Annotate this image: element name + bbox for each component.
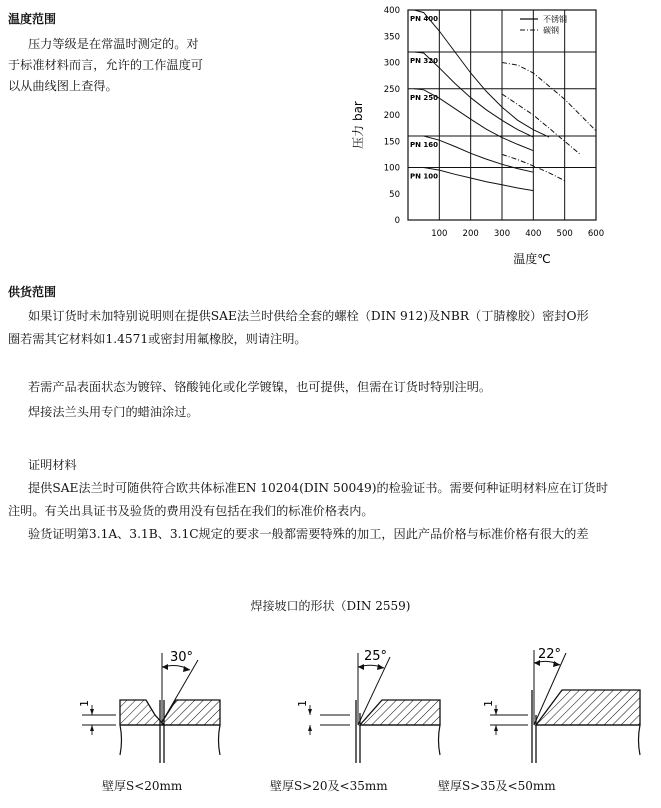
x-tick-label: 500 — [556, 229, 573, 239]
cert-line-1: 提供SAE法兰时可随供符合欧共体标准EN 10204(DIN 50049)的检验证书。需要何种证明材料应在订货时 — [28, 481, 609, 495]
weld-gap-label: 1 — [296, 700, 309, 707]
y-tick-label: 400 — [383, 6, 400, 16]
weld-caption-3: 壁厚S>35及<50mm — [438, 779, 556, 793]
pn-label: PN 320 — [410, 57, 439, 65]
x-tick-label: 300 — [493, 229, 511, 239]
weld-right-plate — [536, 690, 640, 725]
x-tick-label: 600 — [587, 229, 605, 239]
weld-title: 焊接坡口的形状（DIN 2559) — [250, 599, 411, 613]
x-tick-label: 100 — [431, 229, 448, 239]
curve-pn250-carbon — [502, 94, 580, 154]
pn-label: PN 250 — [410, 93, 439, 102]
weld-diagram-1 — [80, 645, 230, 765]
x-tick-label: 400 — [525, 229, 542, 239]
x-tick-label: 200 — [462, 229, 479, 239]
weld-left-plate — [120, 700, 164, 725]
pn-label: PN 160 — [410, 141, 439, 149]
chart-curves — [414, 10, 596, 191]
pn-label: PN 100 — [410, 172, 439, 181]
supply-line-2: 圈若需其它材料如1.4571或密封用氟橡胶，则请注明。 — [8, 332, 307, 346]
chart-y-ticks — [384, 6, 400, 226]
weld-caption-2: 壁厚S>20及<35mm — [270, 779, 388, 793]
y-tick-label: 100 — [383, 163, 400, 174]
temp-range-line-1: 压力等级是在常温时测定的。对 — [28, 37, 199, 51]
temp-range-heading: 温度范围 — [8, 12, 57, 26]
weld-angle-label: 25° — [364, 649, 388, 664]
pressure-temperature-chart — [340, 0, 661, 270]
chart-pn-labels — [410, 15, 438, 181]
chart-x-ticks — [431, 229, 604, 239]
weld-angle-label: 30° — [170, 650, 194, 665]
y-tick-label: 150 — [383, 137, 400, 148]
y-tick-label: 50 — [389, 189, 400, 200]
supply-line-3: 若需产品表面状态为镀锌、铬酸钝化或化学镀镍，也可提供，但需在订货时特别注明。 — [28, 380, 492, 394]
weld-diagram-2 — [290, 645, 450, 765]
chart-x-axis-label: 温度℃ — [513, 252, 551, 266]
supply-line-4: 焊接法兰头用专门的蜡油涂过。 — [28, 405, 199, 419]
cert-line-3: 验货证明第3.1A、3.1B、3.1C规定的要求一般都需要特殊的加工，因此产品价格与标准价格有很大的差 — [28, 527, 589, 541]
weld-caption-1: 壁厚S<20mm — [102, 779, 183, 793]
pn-label: PN 400 — [410, 15, 439, 23]
weld-right-plate — [360, 700, 440, 725]
y-tick-label: 250 — [383, 84, 400, 95]
cert-line-2: 注明。有关出具证书及验货的费用没有包括在我们的标准价格表内。 — [8, 504, 374, 518]
weld-gap-label: 1 — [482, 700, 495, 707]
cert-heading: 证明材料 — [28, 458, 77, 472]
y-tick-label: 300 — [383, 58, 400, 69]
y-tick-label: 200 — [383, 111, 400, 121]
legend-carbon-label: 碳钢 — [543, 26, 559, 35]
y-tick-label: 0 — [394, 216, 400, 226]
weld-angle-label: 22° — [538, 647, 562, 662]
weld-gap-label: 1 — [78, 700, 91, 707]
temp-range-line-3: 以从曲线图上查得。 — [8, 79, 118, 93]
y-tick-label: 350 — [383, 32, 400, 43]
supply-line-1: 如果订货时未加特别说明则在提供SAE法兰时供给全套的螺栓（DIN 912)及NBR（丁腈橡胶）密封O形 — [28, 309, 589, 323]
legend-stainless-label: 不锈钢 — [543, 15, 567, 24]
chart-grid — [408, 10, 596, 220]
weld-diagram-3 — [480, 645, 650, 765]
weld-right-plate — [162, 700, 220, 725]
supply-heading: 供货范围 — [8, 285, 57, 299]
temp-range-line-2: 于标准材料而言，允许的工作温度可 — [8, 58, 203, 72]
curve-pn400-stainless — [414, 10, 549, 137]
chart-y-axis-label: 压力 bar — [351, 101, 365, 149]
curve-pn400-carbon — [502, 63, 596, 131]
